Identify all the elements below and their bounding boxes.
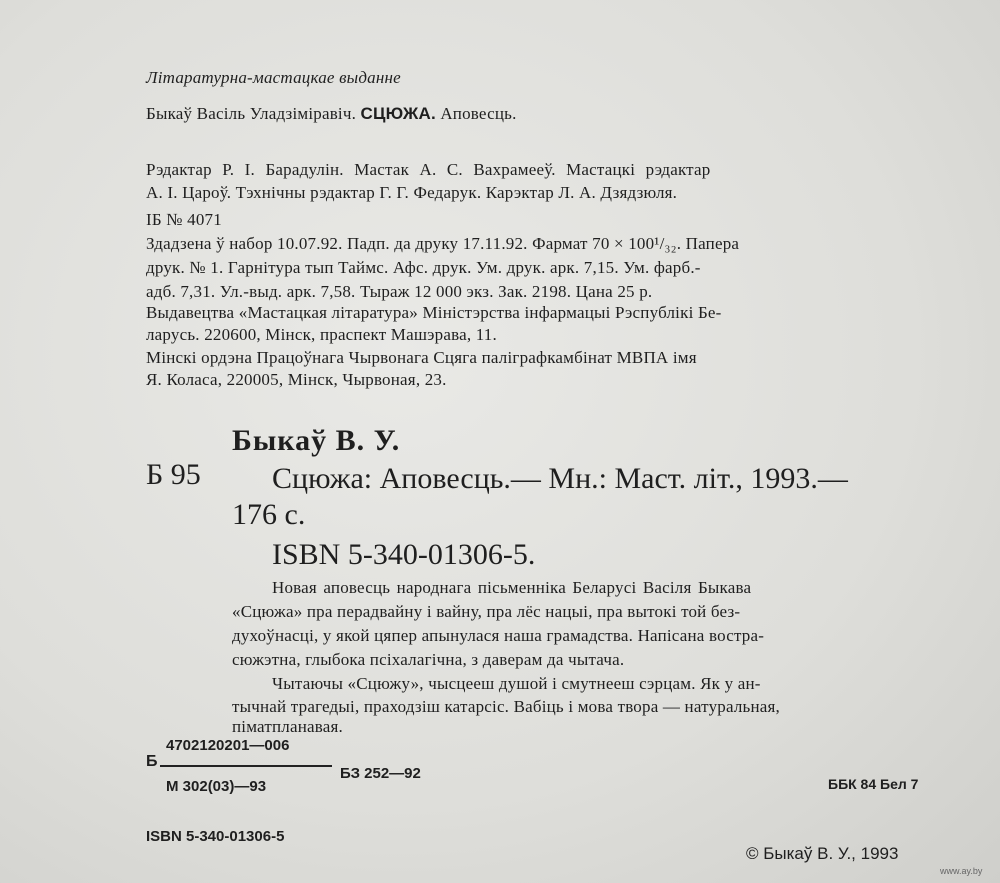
catalog-line-2: 176 с. (232, 498, 306, 531)
annotation-line-1: Новая аповесць народнага пісьменніка Беларусі Васіля Быкава (272, 578, 752, 597)
printing-line-6: Мінскі ордэна Працоўнага Чырвонага Сцяга паліграфкамбінат МВПА імя (146, 348, 697, 367)
annotation-line-6: тычнай трагедыі, праходзіш катарсіс. Вабіць і мова твора — натуральная, (232, 697, 781, 716)
classification-top-number: 4702120201—006 (166, 737, 290, 754)
printing-line-1: Здадзена ў набор 10.07.92. Падп. да друку 17.11.92. Фармат 70 × 100¹/₃₂. Папера (146, 234, 740, 253)
imprint-line (146, 104, 517, 124)
imprint-author: Быкаў Васіль Уладзіміравіч. (146, 104, 357, 123)
annotation-line-2: «Сцюжа» пра перадвайну і вайну, пра лёс нацыі, пра вытокі той без- (232, 602, 741, 621)
classification-letter: Б (146, 753, 158, 770)
annotation-line-7: піматпланавая. (232, 717, 343, 736)
classification-bottom-number: М 302(03)—93 (166, 778, 267, 795)
catalog-isbn: ISBN 5-340-01306-5. (272, 538, 536, 571)
imprint-title: СЦЮЖА. (360, 104, 436, 123)
classification-bz: БЗ 252—92 (340, 765, 421, 782)
footer-copyright: © Быкаў В. У., 1993 (746, 844, 899, 863)
annotation-line-4: сюжэтна, глыбока псіхалагічна, з даверам да чытача. (232, 650, 625, 669)
ib-number: ІБ № 4071 (146, 210, 222, 229)
printing-line-2: друк. № 1. Гарнітура тып Таймс. Афс. друк. Ум. друк. арк. 7,15. Ум. фарб.- (146, 258, 701, 277)
annotation-line-5: Чытаючы «Сцюжу», чысцееш душой і смутнееш сэрцам. Як у ан- (272, 674, 761, 693)
watermark: www.ay.by (940, 866, 983, 876)
printing-line-5: ларусь. 220600, Мінск, праспект Машэрава, 11. (146, 325, 497, 344)
annotation-line-3: духоўнасці, у якой цяпер апынулася наша грамадства. Напісана востра- (232, 626, 765, 645)
genre-line: Літаратурна-мастацкае выданне (146, 68, 401, 87)
credits-line-2: А. І. Цароў. Тэхнічны рэдактар Г. Г. Федарук. Карэктар Л. А. Дзядзюля. (146, 183, 678, 202)
credits-line-1: Рэдактар Р. І. Барадулін. Мастак А. С. Вахрамееў. Мастацкі рэдактар (146, 160, 711, 179)
catalog-heading: Быкаў В. У. (232, 424, 401, 457)
classification-bbk: ББК 84 Бел 7 (828, 776, 919, 792)
printing-line-3: адб. 7,31. Ул.-выд. арк. 7,58. Тыраж 12 000 экз. Зак. 2198. Цана 25 р. (146, 282, 653, 301)
printing-line-4: Выдавецтва «Мастацкая літаратура» Міністэрства інфармацыі Рэспублікі Бе- (146, 303, 722, 322)
classification-divider (160, 765, 332, 767)
printing-line-7: Я. Коласа, 220005, Мінск, Чырвоная, 23. (146, 370, 447, 389)
imprint-subtitle: Аповесць. (440, 104, 517, 123)
catalog-shelf-code: Б 95 (146, 458, 201, 491)
footer-isbn: ISBN 5-340-01306-5 (146, 828, 285, 845)
catalog-line-1: Сцюжа: Аповесць.— Мн.: Маст. літ., 1993.— (272, 462, 848, 495)
